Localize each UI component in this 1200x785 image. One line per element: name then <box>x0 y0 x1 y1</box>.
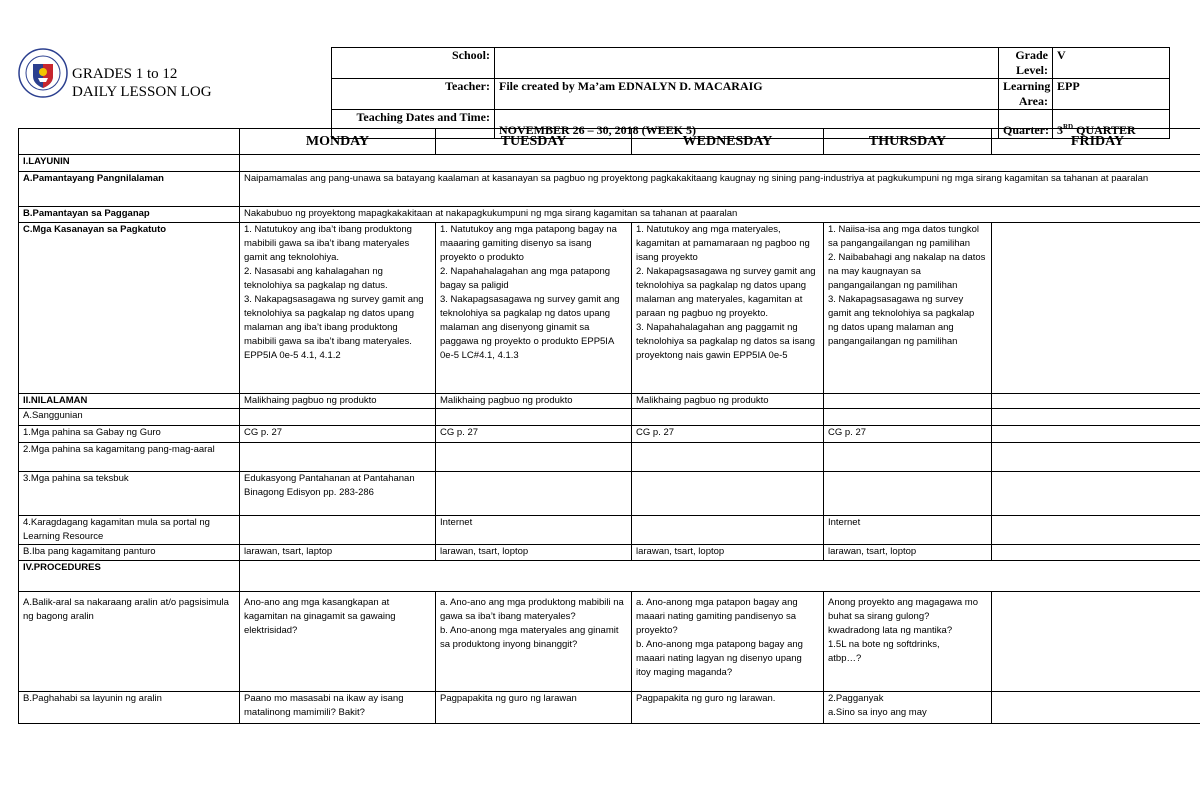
kasanayan-friday <box>992 223 1200 394</box>
cell <box>992 472 1200 516</box>
table-row <box>19 172 1200 207</box>
cell <box>632 409 824 426</box>
cell <box>824 409 992 426</box>
gabay-wednesday: CG p. 27 <box>632 426 824 443</box>
table-row <box>19 561 1200 592</box>
gabay-thursday: CG p. 27 <box>824 426 992 443</box>
paghahabi-monday: Paano mo masasabi na ikaw ay isang matalinong mamimili? Bakit? <box>240 692 436 724</box>
row-label-sanggunian: A.Sanggunian <box>19 409 240 426</box>
cell <box>992 409 1200 426</box>
teaching-dates-label: Teaching Dates and Time: <box>332 110 495 139</box>
day-monday: MONDAY <box>240 129 436 155</box>
table-row <box>19 592 1200 692</box>
balik-monday: Ano-ano ang mga kasangkapan at kagamitan na ginagamit sa gawaing elektrisidad? <box>240 592 436 692</box>
header-info-table <box>331 47 1170 139</box>
balik-wednesday: a. Ano-anong mga patapon bagay ang maaari nating gamiting pandisenyo sa proyekto? b. Ano-anong mga patapong bagay ang maaari nating lagyan ng disenyo upang itoy maging maganda? <box>632 592 824 692</box>
karagdagang-tuesday: Internet <box>436 516 632 545</box>
nilalaman-thursday <box>824 394 992 409</box>
paghahabi-wednesday: Pagpapakita ng guro ng larawan. <box>632 692 824 724</box>
cell <box>824 443 992 472</box>
cell <box>824 472 992 516</box>
karagdagang-wednesday <box>632 516 824 545</box>
row-label-kagamitang-pang-mag-aaral: 2.Mga pahina sa kagamitang pang-mag-aaral <box>19 443 240 472</box>
layunin-content <box>240 155 1200 172</box>
quarter-value: 3RD QUARTER <box>1053 110 1170 139</box>
row-label-balik-aral: A.Balik-aral sa nakaraang aralin at/o pagsisimula ng bagong aralin <box>19 592 240 692</box>
paghahabi-friday <box>992 692 1200 724</box>
school-value <box>495 48 999 79</box>
table-row <box>19 155 1200 172</box>
table-row <box>19 207 1200 223</box>
row-label-pamantayan-sa-pagganap: B.Pamantayan sa Pagganap <box>19 207 240 223</box>
table-row <box>19 443 1200 472</box>
day-wednesday: WEDNESDAY <box>632 129 824 155</box>
iba-monday: larawan, tsart, laptop <box>240 545 436 561</box>
nilalaman-tuesday: Malikhaing pagbuo ng produkto <box>436 394 632 409</box>
cell <box>436 472 632 516</box>
table-row <box>19 472 1200 516</box>
iba-friday <box>992 545 1200 561</box>
iba-tuesday: larawan, tsart, loptop <box>436 545 632 561</box>
kasanayan-tuesday: 1. Natutukoy ang mga patapong bagay na maaaring gamiting disenyo sa isang proyekto o produkto 2. Napahahalagahan ang mga patapong bagay sa paligid 3. Nakapagsasagawa ng survey gamit ang teknolohiya sa pagkalap ng datos upang malaman ang disenyong ginamit sa paggawa ng proyekto o produkto EPP5IA 0e-5 LC#4.1, 4.1.3 <box>436 223 632 394</box>
cell <box>436 443 632 472</box>
grade-level-value: V <box>1053 48 1170 79</box>
lesson-log-table <box>18 128 1200 724</box>
karagdagang-monday <box>240 516 436 545</box>
kasanayan-wednesday: 1. Natutukoy ang mga materyales, kagamitan at pamamaraan ng pagboo ng isang proyekto 2. Nakapagsasagawa ng survey gamit ang teknolohiya sa pagkalap ng datos upang malaman ang materyales, kagamitan at paraan ng pagbuo ng proyekto. 3. Napahahalagahan ang paggamit ng teknolohiya sa pagkalap ng datos sa isang proyektong nais gawin EPP5IA 0e-5 <box>632 223 824 394</box>
paghahabi-tuesday: Pagpapakita ng guro ng larawan <box>436 692 632 724</box>
quarter-label: Quarter: <box>999 110 1053 139</box>
row-label-layunin: I.LAYUNIN <box>19 155 240 172</box>
kasanayan-monday: 1. Natutukoy ang iba’t ibang produktong mabibili gawa sa iba’t ibang materyales gamit ang teknolohiya. 2. Nasasabi ang kahalagahan ng teknolohiya sa pagkalap ng datus. 3. Nakapagsasagawa ng survey gamit ang teknolohiya sa pagkalap ng datos upang malaman ang iba’t ibang produktong mabibili gawa sa iba’t ibang materyales. EPP5IA 0e-5 4.1, 4.1.2 <box>240 223 436 394</box>
learning-area-label: Learning Area: <box>999 79 1053 110</box>
iba-thursday: larawan, tsart, loptop <box>824 545 992 561</box>
row-label-teksbuk: 3.Mga pahina sa teksbuk <box>19 472 240 516</box>
cell <box>436 409 632 426</box>
gabay-friday <box>992 426 1200 443</box>
nilalaman-friday <box>992 394 1200 409</box>
cell <box>632 443 824 472</box>
procedures-content <box>240 561 1200 592</box>
grade-level-label: Grade Level: <box>999 48 1053 79</box>
cell <box>240 409 436 426</box>
teaching-dates-value: NOVEMBER 26 – 30, 2018 (WEEK 5) <box>495 110 999 139</box>
teacher-value: File created by Ma’am EDNALYN D. MACARAIG <box>495 79 999 110</box>
paghahabi-thursday: 2.Pagganyak a.Sino sa inyo ang may <box>824 692 992 724</box>
karagdagang-friday <box>992 516 1200 545</box>
row-label-paghahabi: B.Paghahabi sa layunin ng aralin <box>19 692 240 724</box>
day-thursday: THURSDAY <box>824 129 992 155</box>
teksbuk-monday: Edukasyong Pantahanan at Pantahanan Binagong Edisyon pp. 283-286 <box>240 472 436 516</box>
row-label-karagdagang-kagamitan: 4.Karagdagang kagamitan mula sa portal ng Learning Resource <box>19 516 240 545</box>
teacher-label: Teacher: <box>332 79 495 110</box>
kasanayan-thursday: 1. Naiisa-isa ang mga datos tungkol sa pangangailangan ng pamilihan 2. Naibabahagi ang nakalap na datos na may kaugnayan sa pangangailangan ng pamilihan 3. Nakapagsasagawa ng survey gamit ang teknolohiya sa pagkalap ng datos upang malaman ang pangangailangan ng pamilihan <box>824 223 992 394</box>
nilalaman-monday: Malikhaing pagbuo ng produkto <box>240 394 436 409</box>
row-label-gabay-ng-guro: 1.Mga pahina sa Gabay ng Guro <box>19 426 240 443</box>
school-label: School: <box>332 48 495 79</box>
table-row <box>19 545 1200 561</box>
row-label-pamantayang-pangnilalaman: A.Pamantayang Pangnilalaman <box>19 172 240 207</box>
pamantayang-pangnilalaman-value: Naipamamalas ang pang-unawa sa batayang kaalaman at kasanayan sa pagbuo ng proyektong pagkakakitaang kaugnay ng sining pang-industriya at pagkukumpuni ng mga sirang kagamitan sa tahanan at paaralan <box>240 172 1200 207</box>
iba-wednesday: larawan, tsart, loptop <box>632 545 824 561</box>
cell <box>632 472 824 516</box>
title-daily-lesson-log: DAILY LESSON LOG <box>72 84 212 100</box>
table-row <box>19 409 1200 426</box>
table-row <box>19 394 1200 409</box>
table-row <box>19 516 1200 545</box>
row-label-kasanayan: C.Mga Kasanayan sa Pagkatuto <box>19 223 240 394</box>
pamantayan-sa-pagganap-value: Nakabubuo ng proyektong mapagkakakitaan at nakapagkukumpuni ng mga sirang kagamitan sa tahanan at paaralan <box>240 207 1200 223</box>
day-tuesday: TUESDAY <box>436 129 632 155</box>
karagdagang-thursday: Internet <box>824 516 992 545</box>
row-label-nilalaman: II.NILALAMAN <box>19 394 240 409</box>
cell <box>992 443 1200 472</box>
cell <box>240 443 436 472</box>
table-row <box>19 223 1200 394</box>
days-header-row <box>19 129 1200 155</box>
corner-cell <box>19 129 240 155</box>
day-friday: FRIDAY <box>992 129 1200 155</box>
title-grades: GRADES 1 to 12 <box>72 66 178 82</box>
gabay-tuesday: CG p. 27 <box>436 426 632 443</box>
learning-area-value: EPP <box>1053 79 1170 110</box>
balik-tuesday: a. Ano-ano ang mga produktong mabibili na gawa sa iba’t ibang materyales? b. Ano-anong mga materyales ang ginamit sa produktong inyong binanggit? <box>436 592 632 692</box>
title-block <box>72 65 212 101</box>
table-row <box>19 692 1200 724</box>
row-label-iba-pang-kagamitan: B.Iba pang kagamitang panturo <box>19 545 240 561</box>
nilalaman-wednesday: Malikhaing pagbuo ng produkto <box>632 394 824 409</box>
deped-seal-logo <box>18 48 68 98</box>
table-row <box>19 426 1200 443</box>
balik-friday <box>992 592 1200 692</box>
row-label-procedures: IV.PROCEDURES <box>19 561 240 592</box>
balik-thursday: Anong proyekto ang magagawa mo buhat sa sirang gulong? kwadradong lata ng mantika? 1.5L na bote ng softdrinks, atbp…? <box>824 592 992 692</box>
gabay-monday: CG p. 27 <box>240 426 436 443</box>
